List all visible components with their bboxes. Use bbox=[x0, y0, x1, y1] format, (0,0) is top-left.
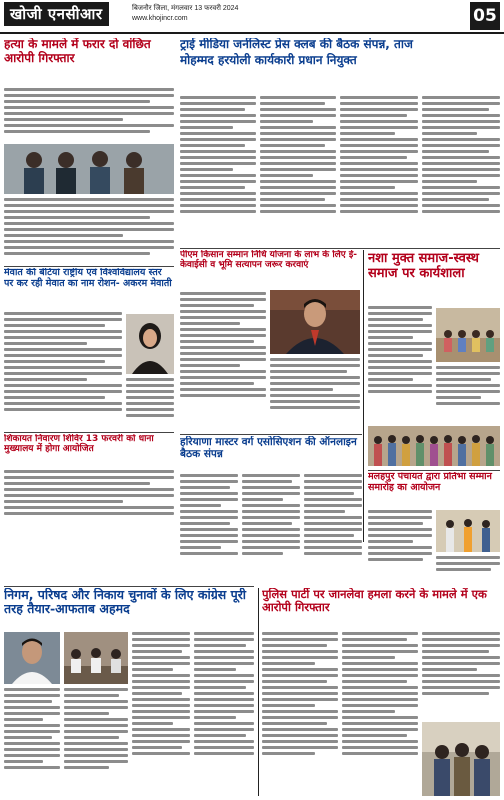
body-kisan-2 bbox=[270, 358, 360, 432]
headline-nigam: निगम, परिषद और निकाय चुनावों के लिए कांग्रेस पूरी तरह तैयार-आफताब अहमद bbox=[4, 588, 247, 617]
body-shikayat bbox=[4, 470, 174, 530]
headline-police: पुलिस पार्टी पर जानलेवा हमला करने के मामले में एक आरोपी गिरफ्तार bbox=[262, 588, 487, 615]
headline-mewat: मेवात की बेटियां राष्ट्रीय एवं विश्वविद्यालय स्तर पर कर रही मेवात का नाम रोशन- अकरम मेवाती bbox=[4, 268, 172, 289]
headline-kisan: पीएम किसान सम्मान निधि योजना के लाभ के लिए ई-केवाईसी व भूमि सत्यापन जरूर करवाएं bbox=[180, 250, 358, 271]
body-haryana-1 bbox=[180, 474, 238, 584]
body-malhapur-2 bbox=[436, 556, 500, 584]
photo-nasha-audience bbox=[368, 426, 500, 466]
body-malhapur-1 bbox=[368, 510, 432, 584]
photo-mewat-girl bbox=[126, 314, 174, 374]
story-police bbox=[262, 588, 500, 628]
body-press-club-4 bbox=[422, 96, 500, 246]
body-kisan-1 bbox=[180, 292, 266, 432]
body-nasha-1 bbox=[368, 306, 432, 424]
newspaper-title: खोजी एनसीआर bbox=[4, 2, 109, 26]
body-press-club-1 bbox=[180, 96, 256, 246]
story-press-club bbox=[180, 38, 500, 92]
body-nigam-1 bbox=[4, 688, 60, 796]
photo-police-accused bbox=[422, 722, 500, 796]
story-kisan bbox=[180, 250, 360, 288]
photo-aftab-ahmed bbox=[4, 632, 60, 684]
dateline: बिजनौर जिला, मंगलवार 13 फरवरी 2024 bbox=[132, 5, 239, 12]
body-mewat bbox=[4, 312, 122, 430]
story-malhapur bbox=[368, 472, 500, 508]
photo-nigam-meeting bbox=[64, 632, 128, 684]
body-press-club-3 bbox=[340, 96, 418, 246]
photo-malhapur-ceremony bbox=[436, 510, 500, 552]
body-police-2 bbox=[342, 632, 418, 796]
body-nigam-4 bbox=[194, 632, 254, 796]
headline-haryana: हरियाणा मास्टर वर्ग एसोसिएशन की ऑनलाइन बैठक संपन्न bbox=[180, 436, 357, 461]
headline-press-club-1: ट्राई मीडिया जर्नलिस्ट प्रेस क्लब की बैठक संपन्न, ताज bbox=[180, 38, 413, 51]
body-mewat-2 bbox=[126, 378, 174, 430]
body-press-club-2 bbox=[260, 96, 336, 246]
page-number: 05 bbox=[470, 2, 500, 30]
headline-nasha: नशा मुक्त समाज-स्वस्थ समाज पर कार्यशाला bbox=[368, 252, 479, 281]
story-nigam bbox=[4, 588, 254, 628]
headline-malhapur: मलहपुर पंचायत द्वारा प्रतिभा सम्मान समारोह का आयोजन bbox=[368, 472, 492, 493]
masthead bbox=[0, 0, 504, 34]
body-nasha-2 bbox=[436, 366, 500, 424]
body-nigam-3 bbox=[132, 632, 190, 796]
headline-press-club-2: मोहम्मद हरयोली कार्यकारी प्रधान नियुक्त bbox=[180, 52, 357, 67]
story-mewat bbox=[4, 268, 174, 310]
body-nigam-2 bbox=[64, 688, 128, 796]
photo-nasha-workshop bbox=[436, 308, 500, 362]
photo-officer bbox=[270, 290, 360, 354]
story-nasha bbox=[368, 252, 500, 304]
body-police-3 bbox=[422, 632, 500, 720]
body-police-1 bbox=[262, 632, 338, 796]
headline-shikayat: शिकायत निवारण शिविर 13 फरवरी को धाना मुख्यालय में होगा आयोजित bbox=[4, 434, 154, 455]
story-haryana bbox=[180, 436, 362, 472]
photo-murder-accused bbox=[4, 144, 174, 194]
story-murder bbox=[4, 38, 174, 86]
body-murder bbox=[4, 88, 174, 142]
website: www.khojincr.com bbox=[132, 15, 188, 22]
body-haryana-2 bbox=[242, 474, 300, 584]
body-murder-2 bbox=[4, 198, 174, 266]
body-haryana-3 bbox=[304, 474, 362, 584]
story-shikayat bbox=[4, 434, 174, 468]
headline-murder: हत्या के मामले में फरार दो वांछित आरोपी गिरफ्तार bbox=[4, 38, 151, 65]
